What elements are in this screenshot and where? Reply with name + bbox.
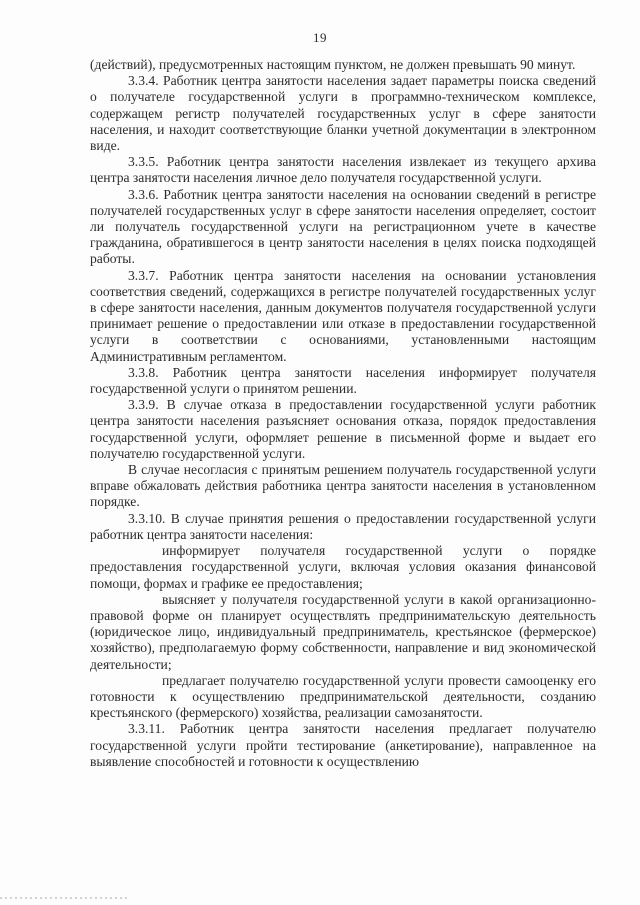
- paragraph: (действий), предусмотренных настоящим пунктом, не должен превышать 90 минут.: [90, 57, 576, 72]
- paragraph-3-3-4: 3.3.4. Работник центра занятости населения задает параметры поиска сведений о получателе государственной услуги в программно-техническом комплексе, содержащем регистр получателей государственных услуг в сфере занятости населения, и находит соответствующие бланки учетной документации в электронном виде.: [90, 73, 596, 154]
- paragraph-3-3-10: 3.3.10. В случае принятия решения о предоставлении государственной услуги работник центра занятости населения:: [90, 510, 596, 542]
- paragraph-proposes: предлагает получателю государственной услуги провести самооценку его готовности к осуществлению предпринимательской деятельности, созданию крестьянского (фермерского) хозяйства, реализации самозанятости.: [90, 672, 596, 721]
- paragraph-clarifies: выясняет у получателя государственной услуги в какой организационно-правовой форме он планирует осуществлять предпринимательскую деятельность (юридическое лицо, индивидуальный предприниматель, крестьянское (фермерское) хозяйство), предполагаемую форму собственности, направление и вид экономической деятельности;: [90, 591, 596, 672]
- paragraph-3-3-7: 3.3.7. Работник центра занятости населения на основании установления соответствия сведений, содержащихся в регистре получателей государственных услуг в сфере занятости населения, данным документов получателя государственной услуги принимает решение о предоставлении или отказе в предоставлении государственной услуги в соответствии с основаниями, установленными настоящим Административным регламентом.: [90, 267, 596, 364]
- paragraph-informs: информирует получателя государственной услуги о порядке предоставления государственной услуги, включая условия оказания финансовой помощи, формах и графике ее предоставления;: [90, 543, 596, 591]
- paragraph-3-3-11: 3.3.11. Работник центра занятости населения предлагает получателю государственной услуги пройти тестирование (анкетирование), направленное на выявление способностей и готовности к осуществлению: [90, 721, 596, 769]
- paragraph-3-3-8: 3.3.8. Работник центра занятости населения информирует получателя государственной услуги о принятом решении.: [90, 364, 596, 397]
- document-body: [90, 57, 596, 770]
- paragraph-disagreement: В случае несогласия с принятым решением получатель государственной услуги вправе обжаловать действия работника центра занятости населения в установленном порядке.: [90, 462, 596, 510]
- paragraph-3-3-9: 3.3.9. В случае отказа в предоставлении государственной услуги работник центра занятости населения разъясняет основания отказа, порядок предоставления государственной услуги, оформляет решение в письменной форме и выдает его получателю государственной услуги.: [90, 397, 596, 461]
- page-number: 19: [313, 30, 327, 45]
- paragraph-3-3-6: 3.3.6. Работник центра занятости населения на основании сведений в регистре получателей государственных услуг в сфере занятости населения определяет, состоит ли получатель государственной услуги на регистрационном учете в качестве гражданина, обратившегося в центр занятости населения в целях поиска подходящей работы.: [90, 186, 596, 267]
- paragraph-3-3-5: 3.3.5. Работник центра занятости населения извлекает из текущего архива центра занятости населения личное дело получателя государственной услуги.: [90, 154, 596, 186]
- scan-artifact: [0, 897, 130, 899]
